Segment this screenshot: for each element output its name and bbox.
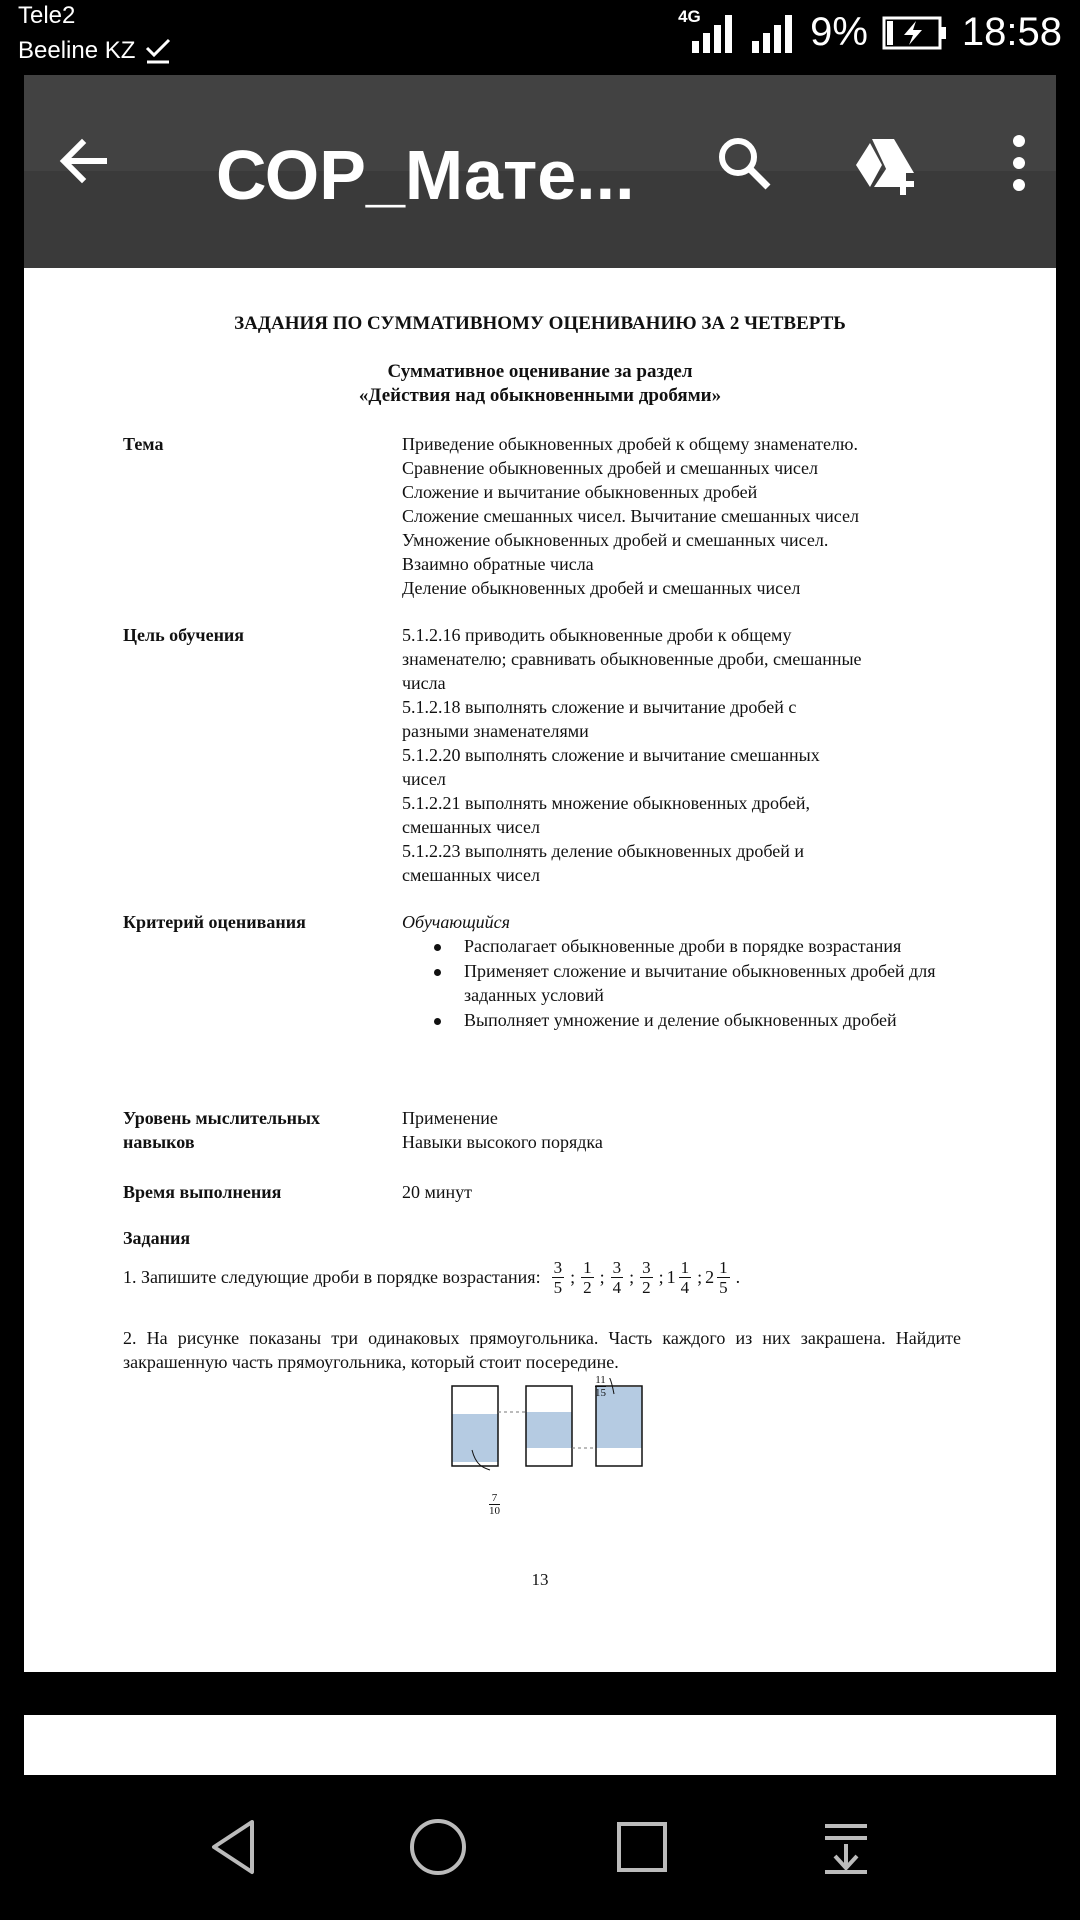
task-1 xyxy=(123,1258,743,1297)
document-title: СОР_Мате... xyxy=(216,136,635,214)
battery-percent: 9% xyxy=(810,10,868,54)
fraction-numerator: 1 xyxy=(719,1258,728,1277)
nav-notifications-icon[interactable] xyxy=(811,1812,881,1882)
topic-line: Сравнение обыкновенных дробей и смешанных чисел xyxy=(402,458,819,478)
goal-line: числа xyxy=(402,673,446,693)
fraction-denominator: 4 xyxy=(680,1278,690,1297)
criteria-label: Критерий оценивания xyxy=(123,912,306,932)
figure-label-top xyxy=(595,1374,606,1399)
time-label: Время выполнения xyxy=(123,1182,282,1202)
fraction xyxy=(717,1258,730,1297)
carrier-secondary-label: Beeline KZ xyxy=(18,37,136,64)
fraction-denominator: 5 xyxy=(719,1278,728,1297)
topic-line: Сложение смешанных чисел. Вычитание смешанных чисел xyxy=(402,506,859,526)
level-line: Навыки высокого порядка xyxy=(402,1132,603,1152)
app-bar xyxy=(24,75,1056,268)
status-bar xyxy=(0,0,1080,75)
fraction-separator: . xyxy=(735,1267,741,1287)
doc-heading: ЗАДАНИЯ ПО СУММАТИВНОМУ ОЦЕНИВАНИЮ ЗА 2 ЧЕТВЕРТЬ xyxy=(234,313,846,334)
fraction-numerator: 3 xyxy=(553,1258,563,1277)
fraction-denominator: 5 xyxy=(553,1278,563,1297)
criteria-item: Выполняет умножение и деление обыкновенных дробей xyxy=(402,1008,942,1032)
figure-label-bottom xyxy=(489,1492,500,1517)
goal-line: 5.1.2.16 приводить обыкновенные дроби к общему xyxy=(402,625,792,645)
criteria-intro: Обучающийся xyxy=(402,912,511,932)
tasks-label: Задания xyxy=(123,1228,191,1248)
system-nav-bar xyxy=(0,1780,1080,1920)
fraction-numerator: 1 xyxy=(680,1258,690,1277)
goal-label: Цель обучения xyxy=(123,625,245,645)
level-label xyxy=(123,1106,320,1154)
goal-line: смешанных чисел xyxy=(402,817,540,837)
drive-add-icon[interactable] xyxy=(850,129,920,199)
fraction-whole: 2 xyxy=(705,1267,715,1287)
fraction-denominator: 2 xyxy=(583,1278,592,1297)
goal-line: 5.1.2.21 выполнять множение обыкновенных дробей, xyxy=(402,793,811,813)
topic-line: Взаимно обратные числа xyxy=(402,554,594,574)
figure-label-bottom-den: 10 xyxy=(489,1505,500,1517)
doc-subheading-1: Суммативное оценивание за раздел xyxy=(387,361,693,382)
goal-line: чисел xyxy=(402,769,446,789)
fraction-numerator: 3 xyxy=(642,1258,651,1277)
page-number: 13 xyxy=(531,1570,549,1589)
rectangles-figure xyxy=(424,1378,664,1528)
more-vert-icon[interactable] xyxy=(1004,131,1034,195)
signal-icon xyxy=(750,11,796,55)
fraction xyxy=(679,1258,692,1297)
goal-line: знаменателю; сравнивать обыкновенные дроби, смешанные xyxy=(402,649,862,669)
fraction xyxy=(640,1258,653,1297)
nav-home-icon[interactable] xyxy=(403,1812,473,1882)
level-label-line: Уровень мыслительных xyxy=(123,1108,321,1128)
topic-value xyxy=(402,432,960,600)
criteria-item: Применяет сложение и вычитание обыкновенных дробей для заданных условий xyxy=(402,959,942,1007)
check-icon xyxy=(143,36,173,66)
level-value xyxy=(402,1106,960,1154)
topic-line: Умножение обыкновенных дробей и смешанных чисел. xyxy=(402,530,829,550)
topic-line: Деление обыкновенных дробей и смешанных чисел xyxy=(402,578,801,598)
carrier-secondary xyxy=(18,36,173,66)
document-page[interactable] xyxy=(24,268,1056,1672)
fraction-denominator: 4 xyxy=(612,1278,622,1297)
fraction-numerator: 1 xyxy=(583,1258,592,1277)
task-1-text: 1. Запишите следующие дроби в порядке возрастания: xyxy=(123,1267,541,1287)
fraction-denominator: 2 xyxy=(642,1278,651,1297)
network-icon xyxy=(678,6,736,55)
fraction-separator: ; xyxy=(629,1267,635,1287)
figure-label-bottom-num: 7 xyxy=(489,1492,500,1505)
fraction-separator: ; xyxy=(697,1267,703,1287)
goal-line: 5.1.2.20 выполнять сложение и вычитание смешанных xyxy=(402,745,820,765)
fraction-whole: 1 xyxy=(666,1267,676,1287)
doc-subheading-2: «Действия над обыкновенными дробями» xyxy=(358,385,722,406)
level-label-line: навыков xyxy=(123,1132,195,1152)
carrier-primary: Tele2 xyxy=(18,2,76,29)
fraction xyxy=(581,1258,594,1297)
fraction-numerator: 3 xyxy=(612,1258,622,1277)
topic-line: Сложение и вычитание обыкновенных дробей xyxy=(402,482,758,502)
criteria-value xyxy=(402,910,942,1032)
fraction-separator: ; xyxy=(599,1267,605,1287)
goal-line: 5.1.2.23 выполнять деление обыкновенных дробей и xyxy=(402,841,805,861)
figure-label-top-den: 15 xyxy=(595,1387,606,1399)
fraction-separator: ; xyxy=(658,1267,664,1287)
fraction xyxy=(611,1258,624,1297)
next-page-preview[interactable] xyxy=(24,1715,1056,1775)
task-1-fractions xyxy=(549,1258,744,1297)
nav-recents-icon[interactable] xyxy=(607,1812,677,1882)
clock: 18:58 xyxy=(961,10,1062,54)
goal-line: смешанных чисел xyxy=(402,865,540,885)
goal-value xyxy=(402,623,960,887)
criteria-item: Располагает обыкновенные дроби в порядке возрастания xyxy=(402,934,942,958)
network-type: 4G xyxy=(678,6,701,26)
nav-back-icon[interactable] xyxy=(200,1812,270,1882)
figure-label-top-num: 11 xyxy=(595,1374,606,1386)
battery-charging-icon xyxy=(882,15,948,51)
app-bar-strip xyxy=(24,215,1056,268)
fraction xyxy=(552,1258,565,1297)
topic-label: Тема xyxy=(123,434,164,454)
level-line: Применение xyxy=(402,1108,498,1128)
arrow-left-icon[interactable] xyxy=(54,131,114,191)
criteria-list xyxy=(402,934,942,1032)
time-value: 20 минут xyxy=(402,1182,473,1202)
search-icon[interactable] xyxy=(712,131,776,195)
fraction-separator: ; xyxy=(570,1267,576,1287)
status-indicators xyxy=(678,6,1062,55)
task-2-text: 2. На рисунке показаны три одинаковых прямоугольника. Часть каждого из них закрашена. Найдите закрашенную часть прямоугольника, который стоит посередине. xyxy=(123,1328,961,1372)
topic-line: Приведение обыкновенных дробей к общему знаменателю. xyxy=(402,434,858,454)
goal-line: разными знаменателями xyxy=(402,721,589,741)
goal-line: 5.1.2.18 выполнять сложение и вычитание дробей с xyxy=(402,697,797,717)
